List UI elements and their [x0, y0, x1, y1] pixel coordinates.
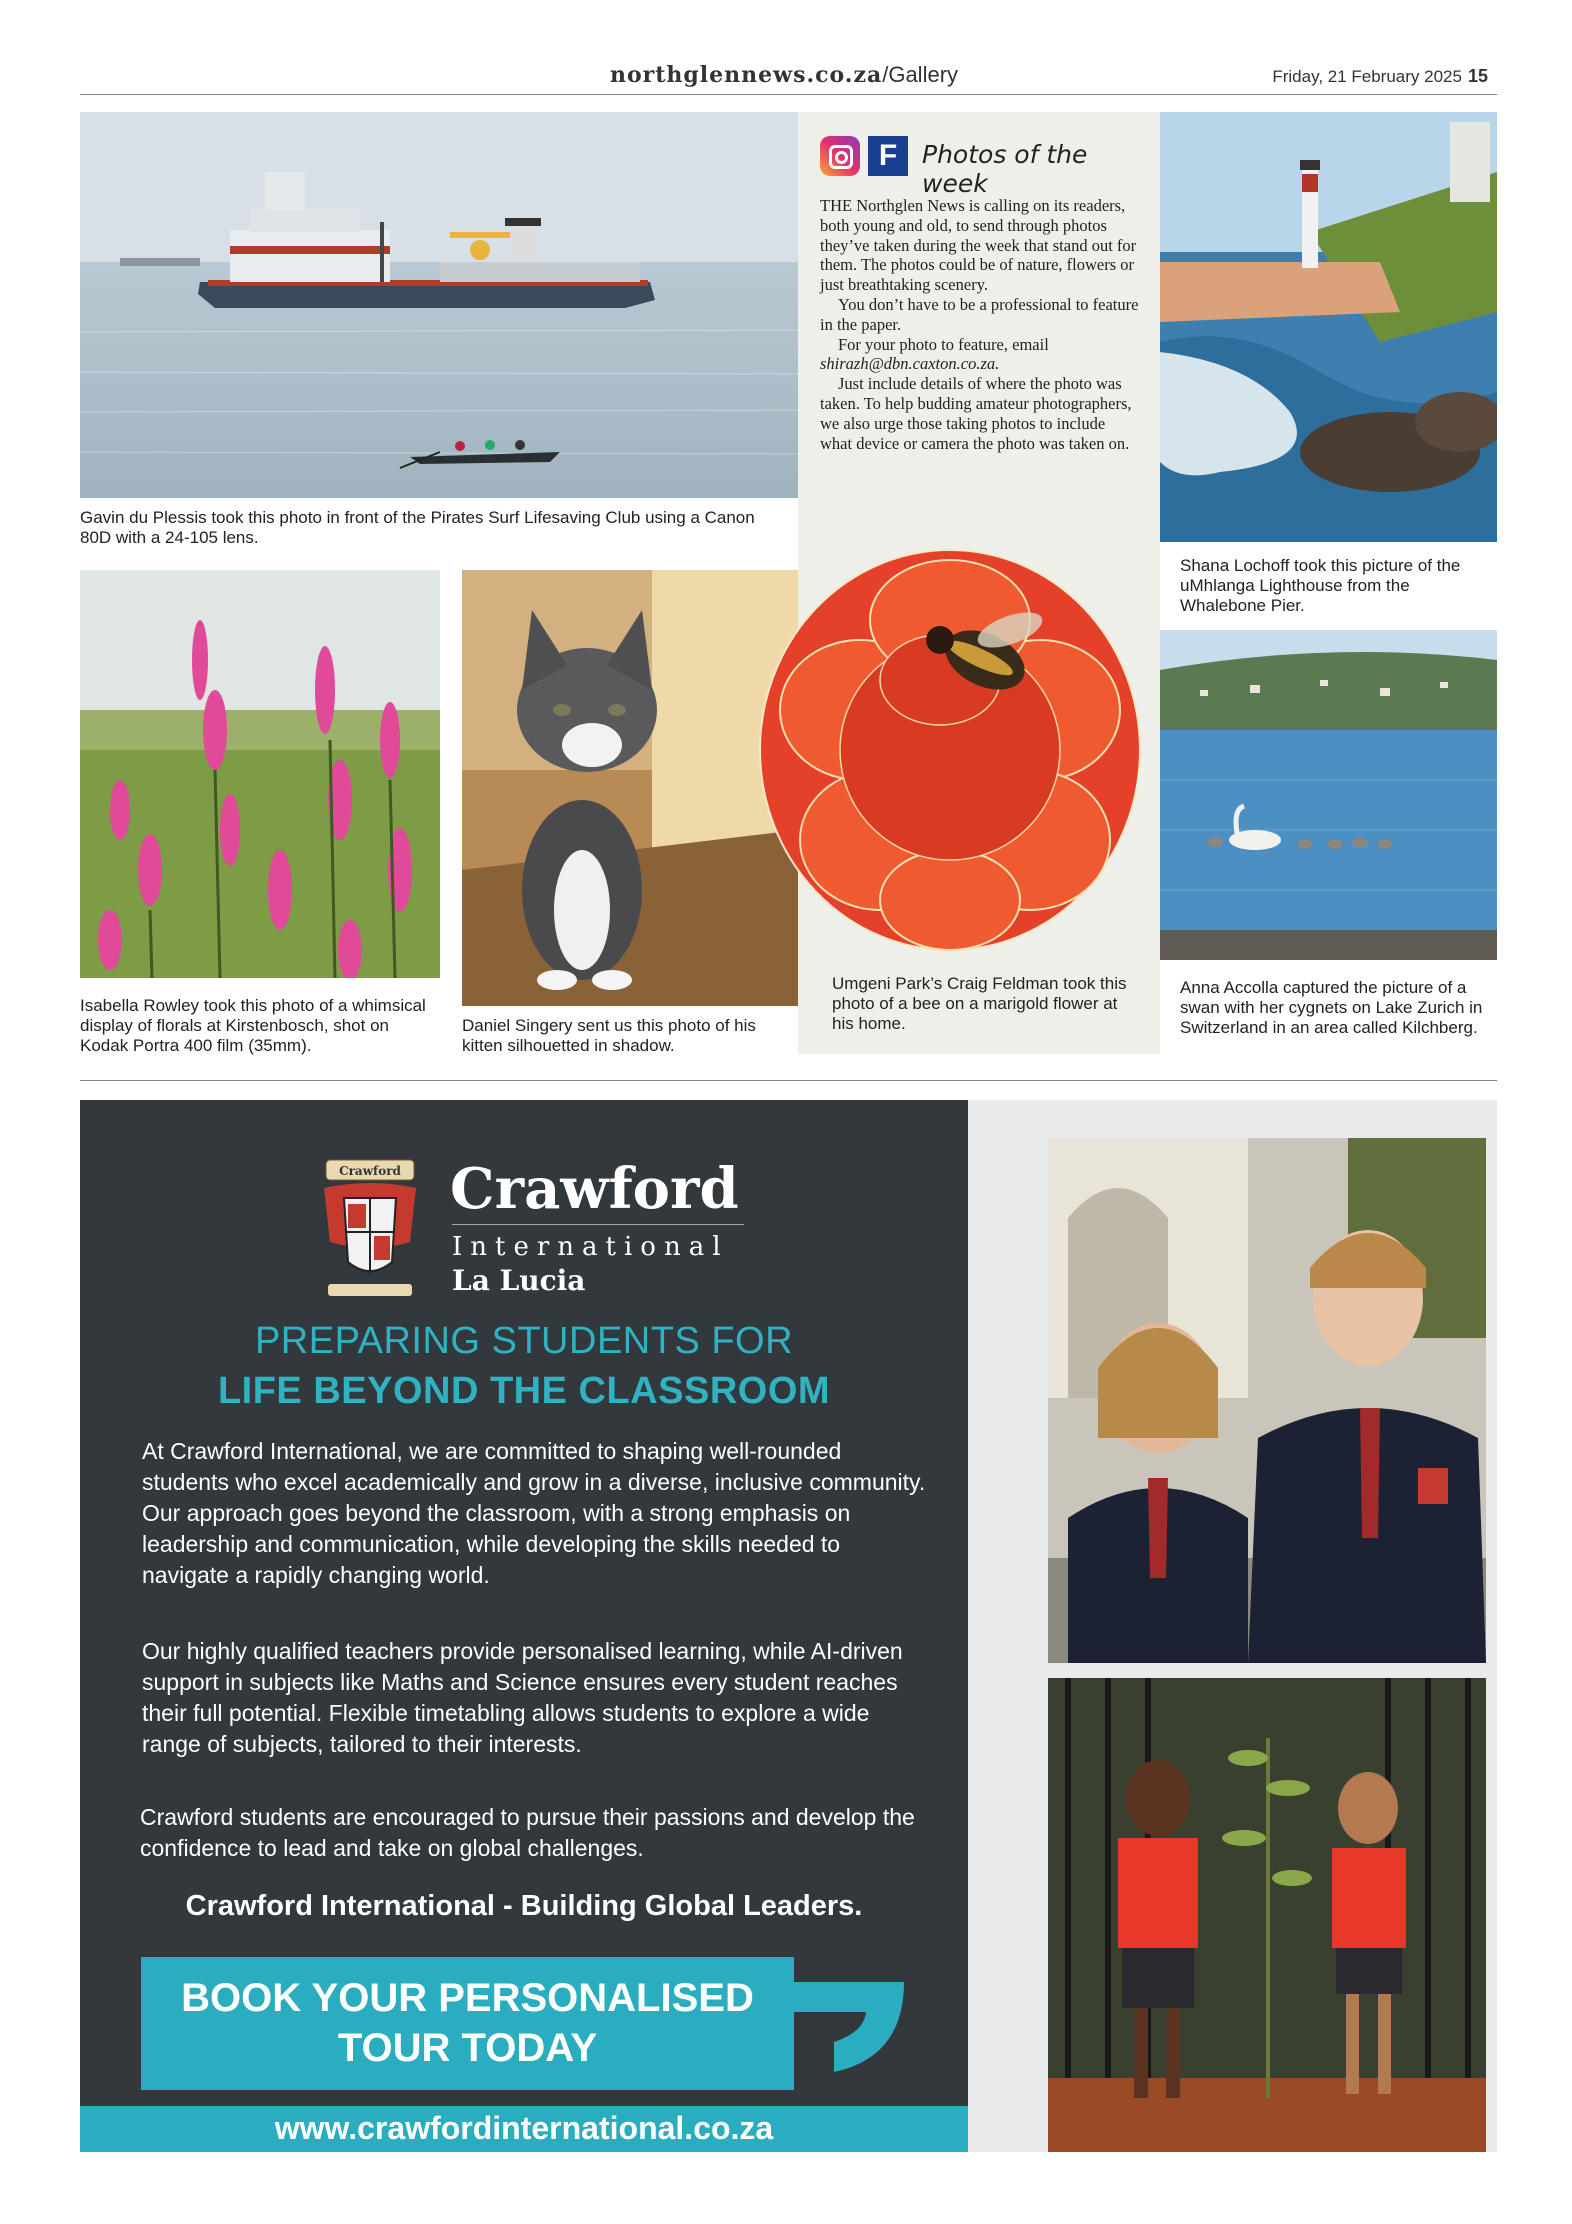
- info-header: [820, 132, 1150, 198]
- issue-date: [1272, 66, 1488, 87]
- cta-line-1: BOOK YOUR PERSONALISED: [181, 1976, 754, 2020]
- ad-url[interactable]: www.crawfordinternational.co.za: [274, 2110, 774, 2146]
- info-title: Photos of the week: [922, 140, 1088, 198]
- ad-paragraph-3: Crawford students are encouraged to pursue their passions and develop the confidence to lead and take on global challenges.: [140, 1804, 915, 1861]
- info-paragraph: For your photo to feature, email: [838, 334, 1049, 354]
- brand-sub: International: [452, 1232, 729, 1262]
- students-photo-seniors: [1048, 1138, 1486, 1663]
- ad-paragraph-1: At Crawford International, we are committed to shaping well-rounded students who excel academically and grow in a diverse, inclusive community. Our approach goes beyond the classroom, with a strong emphasis on leadership and communication, while developing the skills needed to navigate a rapidly changing world.: [142, 1438, 926, 1588]
- section-divider: [80, 1080, 1497, 1081]
- info-text: [820, 196, 1140, 453]
- marigold-caption: Umgeni Park’s Craig Feldman took this photo of a bee on a marigold flower at his home.: [832, 974, 1127, 1033]
- lighthouse-photo: [1160, 112, 1497, 542]
- info-paragraph: You don’t have to be a professional to feature in the paper.: [820, 294, 1139, 334]
- cta-line-2: TOUR TODAY: [337, 2026, 598, 2070]
- ad-headline-1: PREPARING STUDENTS FOR: [254, 1320, 794, 1362]
- brand-rule: [452, 1224, 744, 1225]
- info-paragraph: THE Northglen News is calling on its readers, both young and old, to send through photos they’ve taken during the week that stand out for them. The photos could be of nature, flowers or just breathtaking scenery.: [820, 196, 1137, 295]
- info-paragraph: Just include details of where the photo was taken. To help budding amateur photographers, we also urge those taking photos to include what device or camera the photo was taken on.: [820, 374, 1132, 453]
- instagram-icon[interactable]: [820, 136, 860, 176]
- site-url: northglennews.co.za: [610, 62, 883, 88]
- florals-caption: Isabella Rowley took this photo of a whimsical display of florals at Kirstenbosch, shot on Kodak Portra 400 film (35mm).: [80, 996, 426, 1055]
- ad-paragraph-2: Our highly qualified teachers provide personalised learning, while AI-driven support in subjects like Maths and Science ensures every student reaches their full potential. Flexible timetabling allows students to explore a wide range of subjects, tailored to their interests.: [142, 1638, 903, 1757]
- site-name[interactable]: [610, 62, 958, 88]
- header-rule: [80, 94, 1497, 95]
- contact-email[interactable]: shirazh@dbn.caxton.co.za.: [820, 354, 1000, 374]
- cta-hook-shape: [794, 1982, 904, 2072]
- kitten-caption: Daniel Singery sent us this photo of his kitten silhouetted in shadow.: [462, 1016, 756, 1055]
- ship-caption: Gavin du Plessis took this photo in front of the Pirates Surf Lifesaving Club using a Canon 80D with a 24-105 lens.: [80, 508, 755, 547]
- cta-text: [141, 1973, 794, 2073]
- marigold-photo: [740, 510, 1160, 964]
- students-photo-juniors: [1048, 1678, 1486, 2152]
- brand-location: La Lucia: [452, 1264, 586, 1297]
- ship-photo: [80, 112, 798, 498]
- ad-url-bar[interactable]: [80, 2106, 968, 2152]
- date-text: Friday, 21 February 2025: [1272, 67, 1462, 86]
- facebook-icon[interactable]: F: [868, 136, 908, 176]
- crawford-crest-logo: [318, 1158, 422, 1300]
- brand-name: Crawford: [450, 1156, 739, 1222]
- svg-text:Crawford: Crawford: [339, 1164, 401, 1178]
- swan-photo: [1160, 630, 1497, 960]
- ad-tagline: Crawford International - Building Global Leaders.: [185, 1890, 863, 1922]
- ad-headline-2: LIFE BEYOND THE CLASSROOM: [217, 1370, 831, 1412]
- section-name: /Gallery: [882, 62, 959, 87]
- lighthouse-caption: Shana Lochoff took this picture of the uMhlanga Lighthouse from the Whalebone Pier.: [1180, 556, 1461, 615]
- swan-caption: Anna Accolla captured the picture of a swan with her cygnets on Lake Zurich in Switzerland in an area called Kilchberg.: [1180, 978, 1483, 1037]
- florals-photo: [80, 570, 440, 978]
- page-number: 15: [1467, 66, 1488, 86]
- book-tour-button[interactable]: [141, 1957, 794, 2090]
